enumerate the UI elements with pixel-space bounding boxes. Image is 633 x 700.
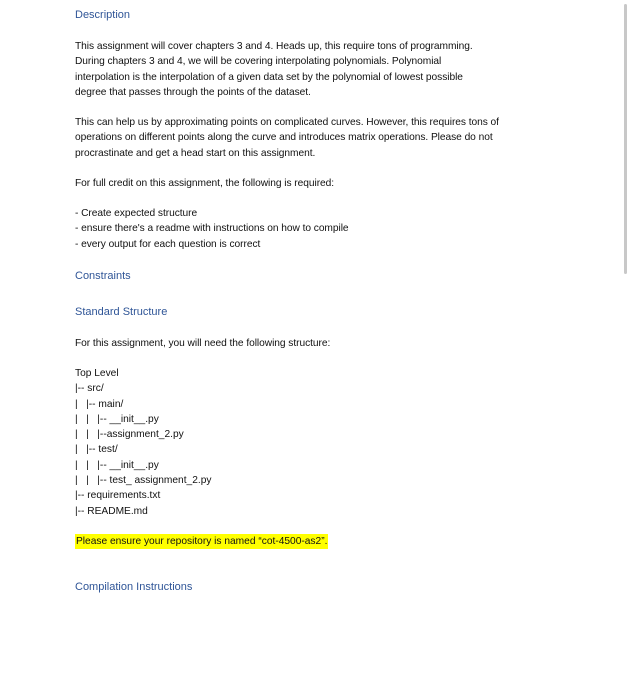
structure-intro: For this assignment, you will need the following structure:: [75, 338, 331, 349]
paragraph-line: operations on different points along the curve and introduces matrix operations. Please do not: [75, 132, 493, 144]
heading-description: Description: [75, 9, 131, 21]
heading-constraints: Constraints: [75, 270, 131, 282]
tree-line: |-- README.md: [75, 505, 148, 517]
tree-line: | |-- main/: [75, 398, 124, 410]
vertical-scrollbar[interactable]: [624, 4, 627, 274]
list-item: - every output for each question is correct: [75, 238, 261, 250]
intro-paragraph: [75, 39, 565, 100]
heading-standard-structure: Standard Structure: [75, 306, 168, 318]
list-item: - Create expected structure: [75, 208, 198, 219]
tree-line: |-- requirements.txt: [75, 490, 161, 502]
repository-name-note: Please ensure your repository is named “cot-4500-as2”.: [76, 536, 328, 547]
tree-line: | | |-- test_ assignment_2.py: [75, 475, 212, 487]
paragraph-line: During chapters 3 and 4, we will be covering interpolating polynomials. Polynomial: [75, 56, 442, 68]
tree-line: | | |--assignment_2.py: [75, 429, 184, 441]
tree-line: | | |-- __init__.py: [75, 459, 159, 471]
tree-line: | | |-- __init__.py: [75, 413, 159, 425]
tree-line: | |-- test/: [75, 444, 118, 456]
list-item: - ensure there's a readme with instructions on how to compile: [75, 223, 349, 235]
heading-compilation-instructions: Compilation Instructions: [75, 581, 193, 593]
paragraph-line: This can help us by approximating points on complicated curves. However, this requires tons of: [75, 117, 499, 128]
tree-line: Top Level: [75, 368, 119, 379]
curves-paragraph: [75, 115, 565, 161]
directory-tree: [75, 366, 211, 519]
paragraph-line: procrastinate and get a head start on this assignment.: [75, 147, 316, 159]
credit-intro: For full credit on this assignment, the following is required:: [75, 178, 335, 189]
paragraph-line: This assignment will cover chapters 3 and 4. Heads up, this require tons of programming.: [75, 41, 473, 52]
paragraph-line: interpolation is the interpolation of a given data set by the polynomial of lowest possible: [75, 71, 463, 83]
paragraph-line: degree that passes through the points of the dataset.: [75, 86, 311, 98]
tree-line: |-- src/: [75, 383, 104, 395]
requirements-list: [75, 206, 565, 252]
